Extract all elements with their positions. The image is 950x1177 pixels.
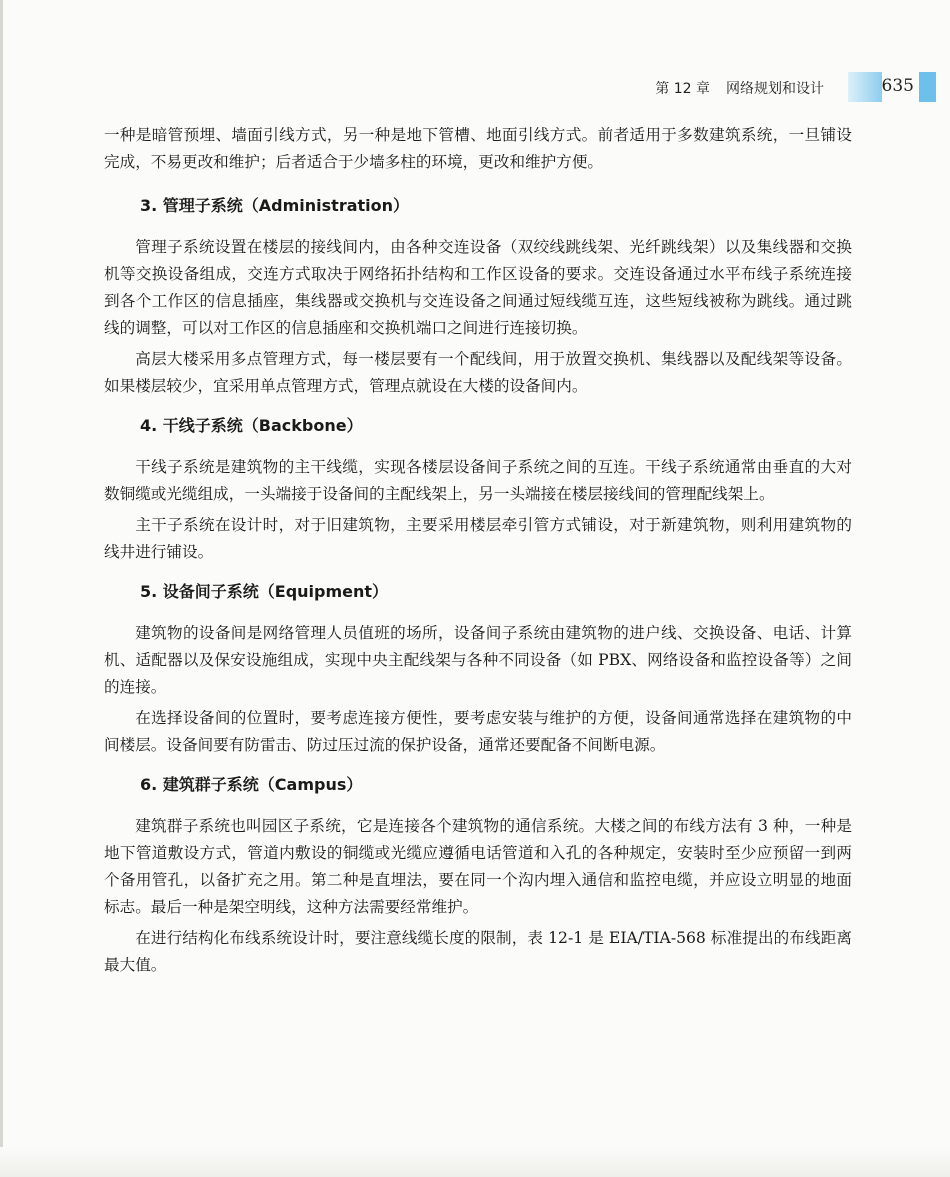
paragraph-campus-2: 在进行结构化布线系统设计时，要注意线缆长度的限制，表 12-1 是 EIA/TIA-568 标准提出的布线距离最大值。 [104, 929, 852, 974]
section-heading-campus: 6. 建筑群子系统（Campus） [140, 775, 363, 794]
page-number: 635 [881, 76, 914, 96]
running-header-text [655, 78, 824, 98]
paragraph-administration-2: 高层大楼采用多点管理方式，每一楼层要有一个配线间，用于放置交换机、集线器以及配线架等设备。如果楼层较少，宜采用单点管理方式，管理点就设在大楼的设备间内。 [104, 350, 852, 395]
section-heading-administration: 3. 管理子系统（Administration） [140, 196, 410, 215]
paragraph-backbone-2: 主干子系统在设计时，对于旧建筑物，主要采用楼层牵引管方式铺设，对于新建筑物，则利用建筑物的线井进行铺设。 [104, 516, 852, 561]
chapter-label: 第 12 章 [655, 81, 710, 97]
page-bottom-edge [0, 1147, 950, 1177]
running-header [0, 68, 950, 108]
paragraph-campus-1: 建筑群子系统也叫园区子系统，它是连接各个建筑物的通信系统。大楼之间的布线方法有 3 种，一种是地下管道敷设方式，管道内敷设的铜缆或光缆应遵循电话管道和入孔的各种规定，安装时至少应预留一到两个备用管孔，以备扩充之用。第二种是直埋法，要在同一个沟内埋入通信和监控电缆，并应设立明显的地面标志。最后一种是架空明线，这种方法需要经常维护。 [104, 817, 852, 916]
paragraph-backbone-1: 干线子系统是建筑物的主干线缆，实现各楼层设备间子系统之间的互连。干线子系统通常由垂直的大对数铜缆或光缆组成，一头端接于设备间的主配线架上，另一头端接在楼层接线间的管理配线架上。 [104, 458, 852, 503]
intro-paragraph: 一种是暗管预埋、墙面引线方式，另一种是地下管槽、地面引线方式。前者适用于多数建筑系统，一旦铺设完成，不易更改和维护；后者适合于少墙多柱的环境，更改和维护方便。 [104, 126, 852, 171]
paragraph-equipment-1: 建筑物的设备间是网络管理人员值班的场所，设备间子系统由建筑物的进户线、交换设备、电话、计算机、适配器以及保安设施组成，实现中央主配线架与各种不同设备（如 PBX、网络设备和监控设备等）之间的连接。 [104, 624, 852, 696]
section-heading-backbone: 4. 干线子系统（Backbone） [140, 416, 363, 435]
paragraph-equipment-2: 在选择设备间的位置时，要考虑连接方便性，要考虑安装与维护的方便，设备间通常选择在建筑物的中间楼层。设备间要有防雷击、防过压过流的保护设备，通常还要配备不间断电源。 [104, 709, 852, 754]
header-color-bar [848, 72, 882, 102]
header-color-tab [919, 72, 936, 102]
page-body [104, 122, 852, 979]
paragraph-administration-1: 管理子系统设置在楼层的接线间内，由各种交连设备（双绞线跳线架、光纤跳线架）以及集线器和交换机等交换设备组成，交连方式取决于网络拓扑结构和工作区设备的要求。交连设备通过水平布线子系统连接到各个工作区的信息插座，集线器或交换机与交连设备之间通过短线缆互连，这些短线被称为跳线。通过跳线的调整，可以对工作区的信息插座和交换机端口之间进行连接切换。 [104, 238, 852, 337]
page-edge [0, 0, 3, 1177]
section-heading-equipment: 5. 设备间子系统（Equipment） [140, 582, 389, 601]
chapter-title: 网络规划和设计 [726, 81, 824, 97]
